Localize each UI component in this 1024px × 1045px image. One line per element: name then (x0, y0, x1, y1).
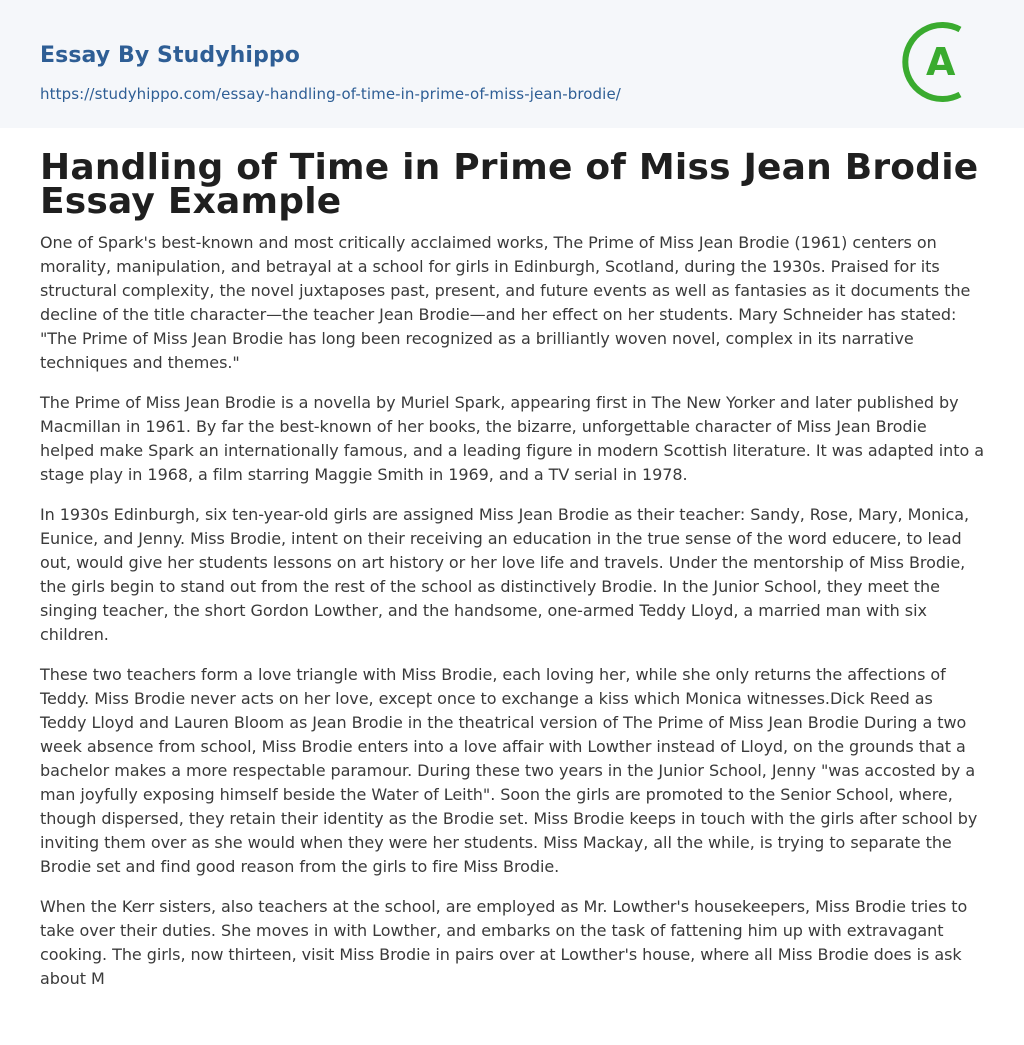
essay-url-link[interactable]: https://studyhippo.com/essay-handling-of-time-in-prime-of-miss-jean-brodie/ (40, 85, 621, 103)
essay-paragraph-4: These two teachers form a love triangle with Miss Brodie, each loving her, while she only returns the affections of Teddy. Miss Brodie never acts on her love, except once to exchange a kiss which Monica witnesses.Dick Reed as Teddy Lloyd and Lauren Bloom as Jean Brodie in the theatrical version of The Prime of Miss Jean Brodie During a two week absence from school, Miss Brodie enters into a love affair with Lowther instead of Lloyd, on the grounds that a bachelor makes a more respectable paramour. During these two years in the Junior School, Jenny "was accosted by a man joyfully exposing himself beside the Water of Leith". Soon the girls are promoted to the Senior School, where, though dispersed, they retain their identity as the Brodie set. Miss Brodie keeps in touch with the girls after school by inviting them over as she would when they were her students. Miss Mackay, all the while, is trying to separate the Brodie set and find good reason from the girls to fire Miss Brodie. (40, 665, 978, 876)
essay-paragraph-2: The Prime of Miss Jean Brodie is a novella by Muriel Spark, appearing first in The New Yorker and later published by Macmillan in 1961. By far the best-known of her books, the bizarre, unforgettable character of Miss Jean Brodie helped make Spark an internationally famous, and a leading figure in modern Scottish literature. It was adapted into a stage play in 1968, a film starring Maggie Smith in 1969, and a TV serial in 1978. (40, 393, 984, 484)
studyhippo-logo-icon[interactable] (900, 20, 984, 104)
site-header (0, 0, 1024, 128)
page-title: Handling of Time in Prime of Miss Jean Brodie Essay Example (40, 147, 979, 222)
site-brand[interactable]: Essay By Studyhippo (40, 43, 300, 68)
essay-paragraph-3: In 1930s Edinburgh, six ten-year-old girls are assigned Miss Jean Brodie as their teacher: Sandy, Rose, Mary, Monica, Eunice, and Jenny. Miss Brodie, intent on their receiving an education in the true sense of the word educere, to lead out, would give her students lessons on art history or her love life and travels. Under the mentorship of Miss Brodie, the girls begin to stand out from the rest of the school as distinctively Brodie. In the Junior School, they meet the singing teacher, the short Gordon Lowther, and the handsome, one-armed Teddy Lloyd, a married man with six children. (40, 505, 970, 644)
essay-content (0, 128, 1024, 991)
essay-paragraph-1: One of Spark's best-known and most critically acclaimed works, The Prime of Miss Jean Brodie (1961) centers on morality, manipulation, and betrayal at a school for girls in Edinburgh, Scotland, during the 1930s. Praised for its structural complexity, the novel juxtaposes past, present, and future events as well as fantasies as it documents the decline of the title character—the teacher Jean Brodie—and her effect on her students. Mary Schneider has stated: "The Prime of Miss Jean Brodie has long been recognized as a brilliantly woven novel, complex in its narrative techniques and themes." (40, 233, 971, 372)
logo-letter: A (926, 40, 956, 84)
essay-paragraph-5: When the Kerr sisters, also teachers at the school, are employed as Mr. Lowther's housekeepers, Miss Brodie tries to take over their duties. She moves in with Lowther, and embarks on the task of fattening him up with extravagant cooking. The girls, now thirteen, visit Miss Brodie in pairs over at Lowther's house, where all Miss Brodie does is ask about M (40, 897, 968, 988)
